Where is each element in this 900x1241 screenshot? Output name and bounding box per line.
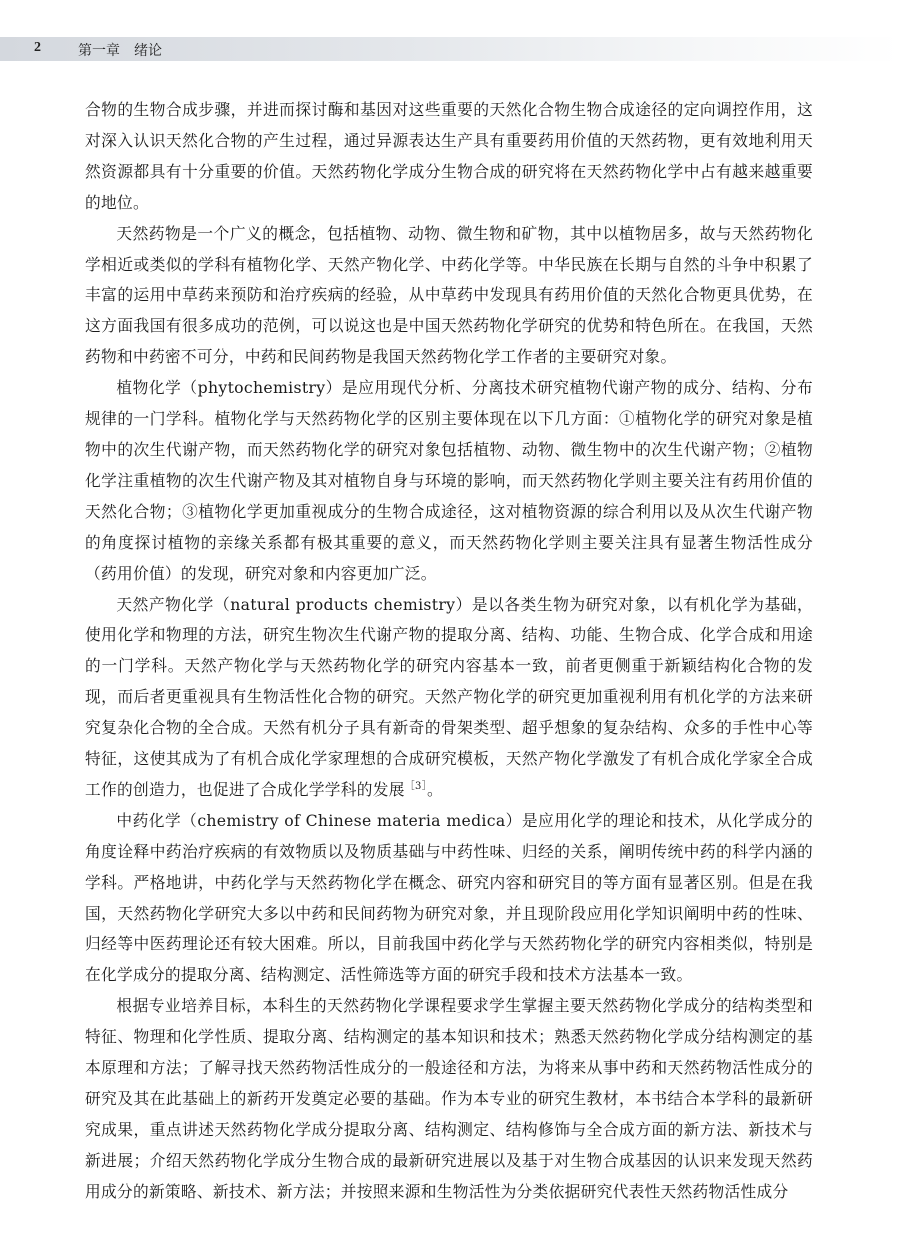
paragraph-6: 根据专业培养目标，本科生的天然药物化学课程要求学生掌握主要天然药物化学成分的结构类型和特征、物理和化学性质、提取分离、结构测定的基本知识和技术；熟悉天然药物化学成分结构测定的基本原理和方法；了解寻找天然药物活性成分的一般途径和方法，为将来从事中药和天然药物活性成分的研究及其在此基础上的新药开发奠定必要的基础。作为本专业的研究生教材，本书结合本学科的最新研究成果，重点讲述天然药物化学成分提取分离、结构测定、结构修饰与全合成方面的新方法、新技术与新进展；介绍天然药物化学成分生物合成的最新研究进展以及基于对生物合成基因的认识来发现天然药用成分的新策略、新技术、新方法；并按照来源和生物活性为分类依据研究代表性天然药物活性成分 (85, 996, 813, 1201)
paragraph-2: 天然药物是一个广义的概念，包括植物、动物、微生物和矿物，其中以植物居多，故与天然药物化学相近或类似的学科有植物化学、天然产物化学、中药化学等。中华民族在长期与自然的斗争中积累了丰富的运用中草药来预防和治疗疾病的经验，从中草药中发现具有药用价值的天然化合物更具优势，在这方面我国有很多成功的范例，可以说这也是中国天然药物化学研究的优势和特色所在。在我国，天然药物和中药密不可分，中药和民间药物是我国天然药物化学工作者的主要研究对象。 (85, 223, 813, 367)
paragraph-1: 合物的生物合成步骤，并进而探讨酶和基因对这些重要的天然化合物生物合成途径的定向调控作用，这对深入认识天然化合物的产生过程，通过异源表达生产具有重要药用价值的天然药物，更有效地利用天然资源都具有十分重要的价值。天然药物化学成分生物合成的研究将在天然药物化学中占有越来越重要的地位。 (85, 100, 813, 212)
running-header (0, 37, 900, 61)
chapter-title: 第一章 绪论 (78, 43, 162, 59)
body-text (85, 95, 813, 1208)
paragraph-3: 植物化学（phytochemistry）是应用现代分析、分离技术研究植物代谢产物的成分、结构、分布规律的一门学科。植物化学与天然药物化学的区别主要体现在以下几方面：①植物化学的研究对象是植物中的次生代谢产物，而天然药物化学的研究对象包括植物、动物、微生物中的次生代谢产物；②植物化学注重植物的次生代谢产物及其对植物自身与环境的影响，而天然药物化学则主要关注有药用价值的天然化合物；③植物化学更加重视成分的生物合成途径，这对植物资源的综合利用以及从次生代谢产物的角度探讨植物的亲缘关系都有极其重要的意义，而天然药物化学则主要关注具有显著生物活性成分（药用价值）的发现，研究对象和内容更加广泛。 (85, 378, 813, 583)
page-number: 2 (34, 40, 41, 55)
citation-marker: ［3］ (404, 780, 428, 792)
paragraph-5: 中药化学（chemistry of Chinese materia medica）是应用化学的理论和技术，从化学成分的角度诠释中药治疗疾病的有效物质以及物质基础与中药性味、归经的关系，阐明传统中药的科学内涵的学科。严格地讲，中药化学与天然药物化学在概念、研究内容和研究目的等方面有显著区别。但是在我国，天然药物化学研究大多以中药和民间药物为研究对象，并且现阶段应用化学知识阐明中药的性味、归经等中医药理论还有较大困难。所以，目前我国中药化学与天然药物化学的研究内容相类似，特别是在化学成分的提取分离、结构测定、活性筛选等方面的研究手段和技术方法基本一致。 (85, 810, 813, 985)
paragraph-4: 天然产物化学（natural products chemistry）是以各类生物为研究对象，以有机化学为基础，使用化学和物理的方法，研究生物次生代谢产物的提取分离、结构、功能、生物合成、化学合成和用途的一门学科。天然产物化学与天然药物化学的研究内容基本一致，前者更侧重于新颖结构化合物的发现，而后者更重视具有生物活性化合物的研究。天然产物化学的研究更加重视利用有机化学的方法来研究复杂化合物的全合成。天然有机分子具有新奇的骨架类型、超乎想象的复杂结构、众多的手性中心等特征，这使其成为了有机合成化学家理想的合成研究模板，天然产物化学激发了有机合成化学家全合成工作的创造力，也促进了合成化学学科的发展$^{[3]}$。 (85, 594, 813, 799)
